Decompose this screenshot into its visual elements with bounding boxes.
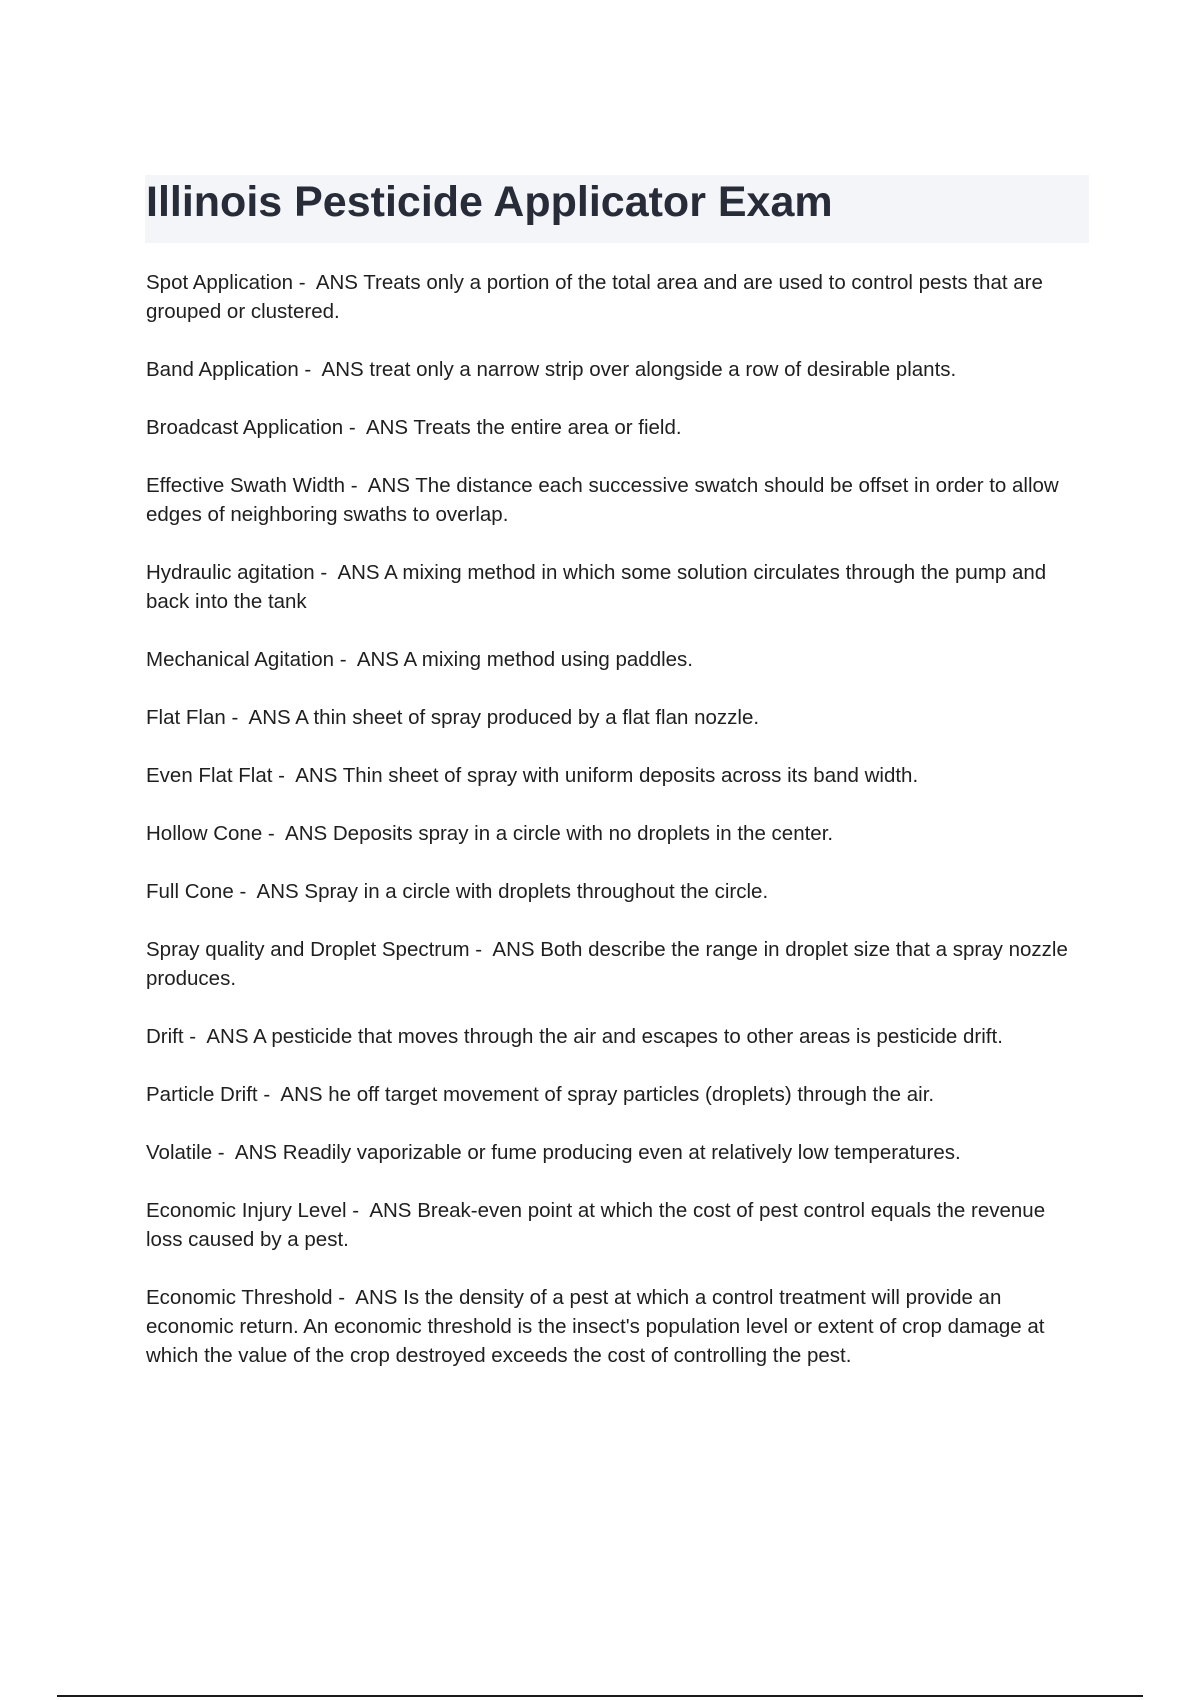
entry-separator: - ANS xyxy=(212,1141,283,1164)
entry-term: Economic Threshold xyxy=(146,1286,333,1309)
entry-answer: Spray in a circle with droplets throughout the circle. xyxy=(304,880,769,903)
entry xyxy=(146,1283,1086,1370)
entry-term: Broadcast Application xyxy=(146,416,344,439)
entry-term: Particle Drift xyxy=(146,1083,258,1106)
entry xyxy=(146,761,1086,790)
entry-answer: Treats the entire area or field. xyxy=(413,416,682,439)
entry-term: Band Application xyxy=(146,358,299,381)
entry-term: Full Cone xyxy=(146,880,234,903)
entry xyxy=(146,877,1086,906)
entry-separator: - ANS xyxy=(314,561,385,584)
entry-term: Hydraulic agitation xyxy=(146,561,315,584)
entry xyxy=(146,1138,1086,1167)
entry-answer: Deposits spray in a circle with no droplets in the center. xyxy=(332,822,834,845)
entry-term: Spray quality and Droplet Spectrum xyxy=(146,938,470,961)
entry-term: Economic Injury Level xyxy=(146,1199,347,1222)
entry-separator: - ANS xyxy=(262,822,333,845)
entry-separator: - ANS xyxy=(346,1199,418,1222)
entry-answer: Both describe the range in droplet size that a spray nozzle produces. xyxy=(146,938,1068,990)
entry-answer: he off target movement of spray particles (droplets) through the air. xyxy=(328,1083,935,1106)
entry xyxy=(146,819,1086,848)
entry-answer: A thin sheet of spray produced by a flat flan nozzle. xyxy=(295,706,760,729)
entry-term: Drift xyxy=(146,1025,184,1048)
entry-answer: A mixing method in which some solution circulates through the pump and back into the tank xyxy=(146,561,1047,613)
entry-separator: - ANS xyxy=(183,1025,254,1048)
entry-term: Spot Application xyxy=(146,271,294,294)
entry-separator: - ANS xyxy=(332,1286,404,1309)
entry-separator: - ANS xyxy=(334,648,404,671)
entry-separator: - ANS xyxy=(469,938,541,961)
entry xyxy=(146,1196,1086,1254)
entry-separator: - ANS xyxy=(345,474,416,497)
entry xyxy=(146,471,1086,529)
entry-answer: A mixing method using paddles. xyxy=(403,648,693,671)
entry-term: Mechanical Agitation xyxy=(146,648,335,671)
entry-answer: A pesticide that moves through the air and escapes to other areas is pesticide drift. xyxy=(253,1025,1003,1048)
entry-term: Hollow Cone xyxy=(146,822,263,845)
entry-term: Flat Flan xyxy=(146,706,226,729)
entry-answer: Thin sheet of spray with uniform deposits across its band width. xyxy=(342,764,919,787)
entry xyxy=(146,1022,1086,1051)
entry-answer: Break-even point at which the cost of pest control equals the revenue loss caused by a pest. xyxy=(146,1199,1046,1251)
entry-answer: The distance each successive swatch should be offset in order to allow edges of neighboring swaths to overlap. xyxy=(146,474,1059,526)
entry-separator: - ANS xyxy=(293,271,364,294)
entry-separator: - ANS xyxy=(257,1083,329,1106)
entry-separator: - ANS xyxy=(343,416,414,439)
entry-term: Volatile xyxy=(146,1141,213,1164)
footer-divider xyxy=(57,1695,1143,1697)
entry-term: Even Flat Flat xyxy=(146,764,273,787)
entry xyxy=(146,1080,1086,1109)
entry-list xyxy=(146,268,1086,1399)
entry-answer: treat only a narrow strip over alongside a row of desirable plants. xyxy=(369,358,957,381)
entry-answer: Readily vaporizable or fume producing even at relatively low temperatures. xyxy=(282,1141,961,1164)
entry xyxy=(146,268,1086,326)
entry xyxy=(146,413,1086,442)
entry-separator: - ANS xyxy=(272,764,343,787)
page-title: Illinois Pesticide Applicator Exam xyxy=(146,178,833,226)
entry xyxy=(146,935,1086,993)
entry-separator: - ANS xyxy=(233,880,305,903)
entry xyxy=(146,645,1086,674)
entry xyxy=(146,355,1086,384)
entry-answer: Treats only a portion of the total area and are used to control pests that are grouped or clustered. xyxy=(146,271,1043,323)
entry-separator: - ANS xyxy=(298,358,370,381)
entry xyxy=(146,703,1086,732)
entry-term: Effective Swath Width xyxy=(146,474,346,497)
entry-answer: Is the density of a pest at which a control treatment will provide an economic return. An economic threshold is the insect's population level or extent of crop damage at which the value of the crop destroyed exceeds the cost of controlling the pest. xyxy=(146,1286,1045,1367)
entry-separator: - ANS xyxy=(225,706,296,729)
entry xyxy=(146,558,1086,616)
